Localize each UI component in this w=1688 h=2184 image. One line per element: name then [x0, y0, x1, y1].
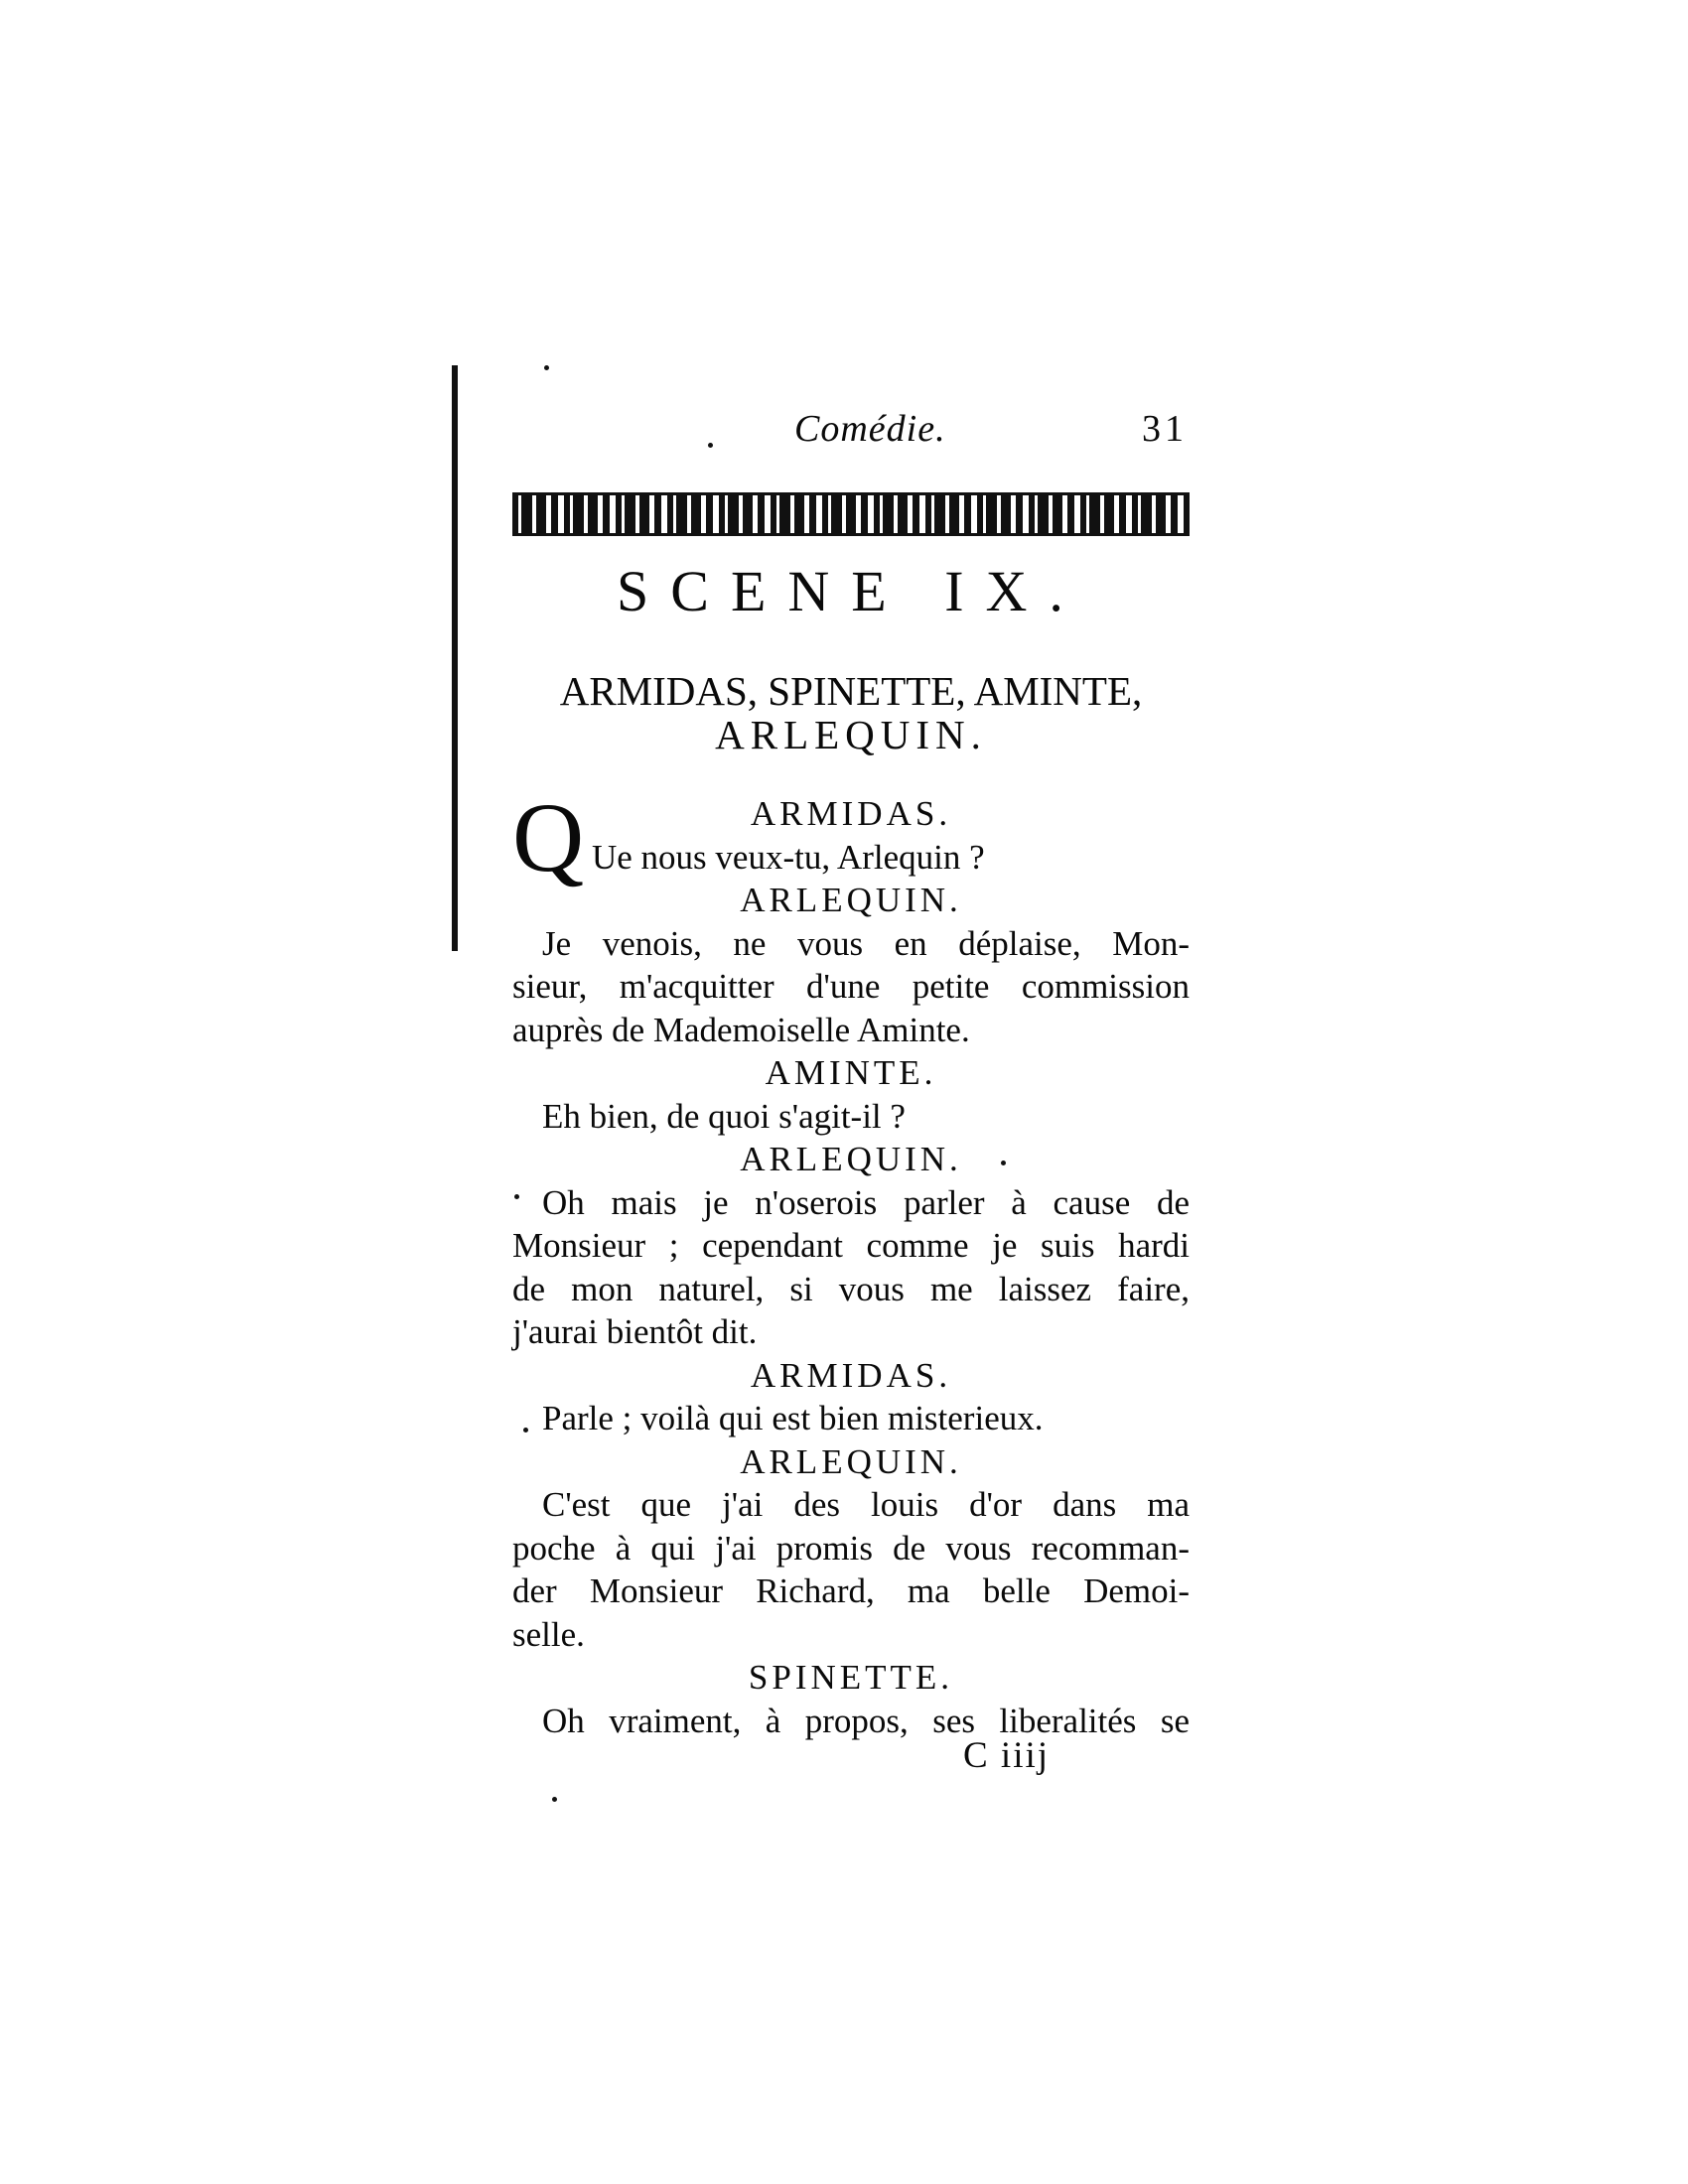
speaker-name: SPINETTE. — [748, 1658, 954, 1697]
dialogue-body — [512, 782, 1190, 1742]
ink-speck — [552, 1797, 557, 1802]
dialogue-line: Oh mais je n'oserois parler à cause de — [542, 1182, 1190, 1222]
dialogue-line: Parle ; voilà qui est bien misterieux. — [542, 1399, 1044, 1437]
signature-mark: C iiij — [963, 1735, 1051, 1776]
page-number: 31 — [1142, 408, 1188, 450]
dialogue-line: sieur, m'acquitter d'une petite commission — [512, 967, 1190, 1006]
dialogue-line: poche à qui j'ai promis de vous recomman- — [512, 1528, 1190, 1568]
dialogue-line: Oh vraiment, à propos, ses liberalités se — [542, 1701, 1190, 1740]
cast-list — [512, 669, 1190, 756]
speaker-name: ARLEQUIN. — [740, 881, 962, 919]
speaker-name: ARMIDAS. — [750, 1355, 952, 1395]
dialogue-line: C'est que j'ai des louis d'or dans ma — [542, 1485, 1190, 1524]
cast-line: ARMIDAS, SPINETTE, AMINTE, — [559, 668, 1143, 714]
dialogue-line: Je venois, ne vous en déplaise, Mon- — [542, 923, 1190, 963]
ink-speck — [544, 365, 549, 370]
dialogue-line: j'aurai bientôt dit. — [512, 1312, 758, 1351]
speaker-name: ARMIDAS. — [750, 794, 952, 833]
running-header — [512, 407, 1188, 467]
dialogue-line: Monsieur ; cependant comme je suis hardi — [512, 1226, 1190, 1265]
cast-line: ARLEQUIN. — [715, 712, 987, 757]
dialogue-line: auprès de Mademoiselle Aminte. — [512, 1010, 970, 1049]
speaker-name: AMINTE. — [765, 1053, 937, 1092]
scene-title: SCENE IX. — [617, 559, 1085, 623]
dialogue-line: Ue nous veux-tu, Arlequin ? — [592, 837, 985, 877]
decorative-ornament-band — [512, 492, 1190, 536]
dialogue-line: selle. — [512, 1614, 585, 1654]
page-edge-rule — [452, 365, 458, 951]
speaker-name: ARLEQUIN. — [740, 1441, 962, 1481]
dialogue-line: der Monsieur Richard, ma belle Demoi- — [512, 1571, 1190, 1610]
speaker-name: ARLEQUIN. — [740, 1140, 962, 1178]
opening-speech — [512, 782, 1190, 892]
running-title: Comédie. — [794, 408, 946, 450]
drop-cap: Q — [512, 782, 585, 892]
dialogue-line: de mon naturel, si vous me laissez faire, — [512, 1269, 1190, 1308]
dialogue-line: Eh bien, de quoi s'agit-il ? — [542, 1096, 906, 1136]
